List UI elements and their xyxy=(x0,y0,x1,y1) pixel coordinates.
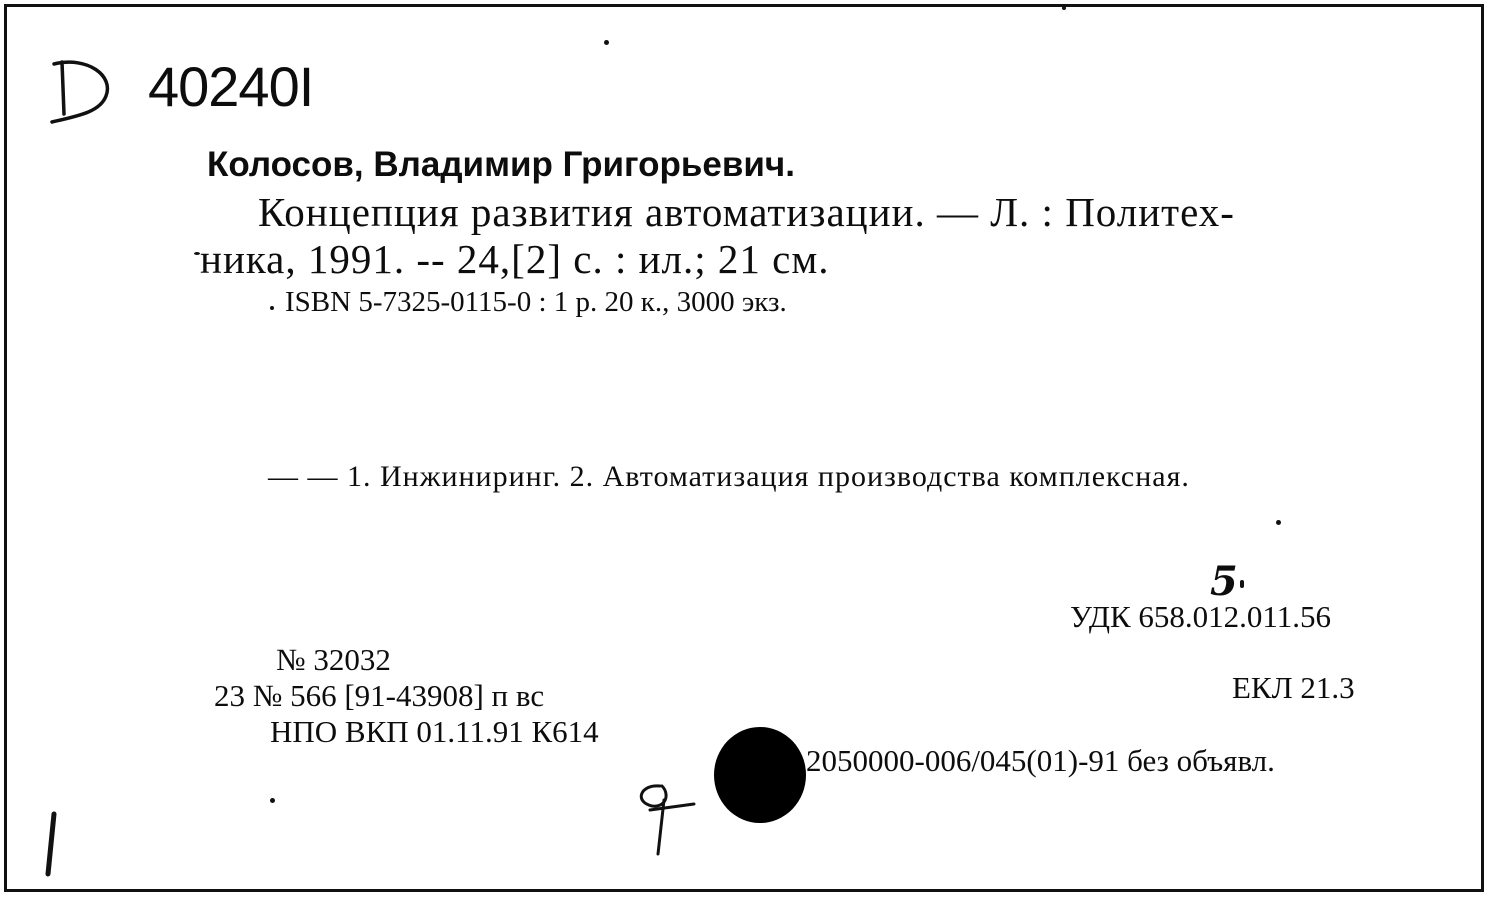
handwritten-nine-mark xyxy=(630,780,700,860)
ink-speck xyxy=(604,40,609,45)
ink-speck xyxy=(1062,6,1066,10)
catalog-number: 40240I xyxy=(148,55,314,118)
ink-speck xyxy=(270,798,275,803)
ink-speck xyxy=(1276,520,1281,525)
ink-speck xyxy=(1240,580,1244,588)
handwritten-five: 5 xyxy=(1210,558,1238,605)
classification-code: 2050000-006/045(01)-91 без объявл. xyxy=(806,743,1275,778)
udk-code: УДК 658.012.011.56 xyxy=(1070,599,1331,634)
inventory-number-2: 23 № 566 [91-43908] п вс xyxy=(214,678,545,713)
isbn-line: ISBN 5-7325-0115-0 : 1 р. 20 к., 3000 экз. xyxy=(285,286,787,318)
author-heading: Колосов, Владимир Григорьевич. xyxy=(207,145,795,184)
inventory-number-1: № 32032 xyxy=(276,642,391,677)
ekl-code: ЕКЛ 21.3 xyxy=(1232,670,1355,705)
title-line-2: ника, 1991. -- 24,[2] с. : ил.; 21 см. xyxy=(200,236,830,282)
ink-speck xyxy=(270,306,274,310)
ink-blot xyxy=(714,727,806,823)
inventory-number-3: НПО ВКП 01.11.91 К614 xyxy=(270,714,599,749)
subject-headings: — — 1. Инжиниринг. 2. Автоматизация производства комплексная. xyxy=(268,460,1190,493)
margin-stroke xyxy=(42,812,62,878)
handwritten-d-mark xyxy=(48,56,118,126)
ink-speck xyxy=(194,252,200,255)
title-line-1: Концепция развития автоматизации. — Л. : Политех- xyxy=(258,189,1235,235)
